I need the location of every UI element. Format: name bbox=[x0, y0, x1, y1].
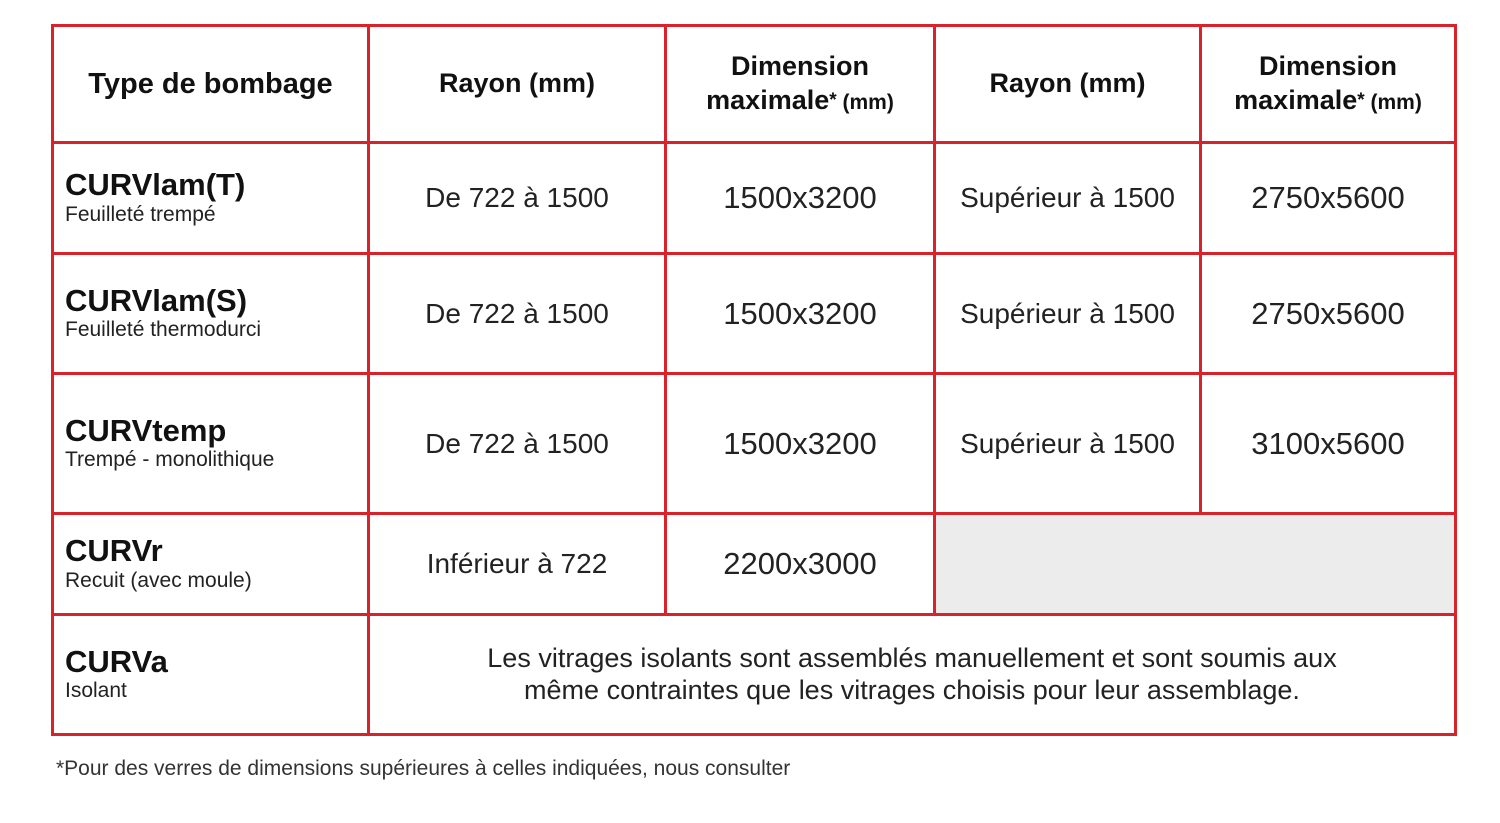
type-cell bbox=[53, 143, 369, 254]
table-row bbox=[53, 374, 1456, 514]
dimension-2-cell: 2750x5600 bbox=[1201, 254, 1456, 374]
header-dimension-2-line2: maximale bbox=[1234, 85, 1358, 115]
type-description: Feuilleté trempé bbox=[65, 202, 216, 226]
header-dimension-1-line1: Dimension bbox=[730, 51, 870, 82]
type-name: CURVr bbox=[65, 533, 163, 569]
rayon-2-cell: Supérieur à 1500 bbox=[935, 254, 1201, 374]
type-name: CURVlam(S) bbox=[65, 282, 248, 318]
header-dimension-1-line2: maximale bbox=[706, 85, 830, 115]
empty-cell bbox=[935, 514, 1456, 615]
curving-spec-table-wrapper bbox=[51, 24, 1457, 736]
type-name: CURVtemp bbox=[65, 412, 227, 448]
dimension-1-cell: 1500x3200 bbox=[666, 143, 935, 254]
rayon-2-cell: Supérieur à 1500 bbox=[935, 374, 1201, 514]
header-row bbox=[53, 26, 1456, 143]
type-cell bbox=[53, 374, 369, 514]
table-row bbox=[53, 514, 1456, 615]
footnote: *Pour des verres de dimensions supérieures à celles indiquées, nous consulter bbox=[56, 757, 791, 780]
type-cell bbox=[53, 254, 369, 374]
curving-spec-table bbox=[51, 24, 1457, 736]
type-description: Trempé - monolithique bbox=[65, 448, 275, 472]
type-description: Feuilleté thermodurci bbox=[65, 318, 262, 342]
dimension-2-cell: 3100x5600 bbox=[1201, 374, 1456, 514]
dimension-1-cell: 2200x3000 bbox=[666, 514, 935, 615]
table-row bbox=[53, 254, 1456, 374]
type-description: Recuit (avec moule) bbox=[65, 568, 252, 592]
table-row bbox=[53, 615, 1456, 735]
rayon-1-cell: De 722 à 1500 bbox=[369, 143, 666, 254]
rayon-1-cell: De 722 à 1500 bbox=[369, 254, 666, 374]
type-name: CURVa bbox=[65, 643, 168, 679]
type-description: Isolant bbox=[65, 679, 127, 703]
dimension-1-cell: 1500x3200 bbox=[666, 254, 935, 374]
note-line-1: Les vitrages isolants sont assemblés manuellement et sont soumis aux bbox=[487, 642, 1337, 673]
type-name: CURVlam(T) bbox=[65, 167, 246, 203]
rayon-2-cell: Supérieur à 1500 bbox=[935, 143, 1201, 254]
rayon-1-cell: Inférieur à 722 bbox=[369, 514, 666, 615]
header-type: Type de bombage bbox=[53, 26, 369, 143]
table-row bbox=[53, 143, 1456, 254]
header-dimension-1-star: * bbox=[829, 90, 837, 111]
dimension-1-cell: 1500x3200 bbox=[666, 374, 935, 514]
header-dimension-2-unit: (mm) bbox=[1364, 91, 1422, 114]
header-dimension-2 bbox=[1201, 26, 1456, 143]
header-dimension-2-line1: Dimension bbox=[1258, 51, 1398, 82]
type-cell bbox=[53, 615, 369, 735]
rayon-1-cell: De 722 à 1500 bbox=[369, 374, 666, 514]
dimension-2-cell: 2750x5600 bbox=[1201, 143, 1456, 254]
header-rayon-1: Rayon (mm) bbox=[369, 26, 666, 143]
type-cell bbox=[53, 514, 369, 615]
header-dimension-2-star: * bbox=[1357, 90, 1365, 111]
header-dimension-1 bbox=[666, 26, 935, 143]
note-cell bbox=[369, 615, 1456, 735]
note-line-2: même contraintes que les vitrages choisis pour leur assemblage. bbox=[524, 674, 1300, 705]
header-dimension-1-unit: (mm) bbox=[836, 91, 894, 114]
header-rayon-2: Rayon (mm) bbox=[935, 26, 1201, 143]
